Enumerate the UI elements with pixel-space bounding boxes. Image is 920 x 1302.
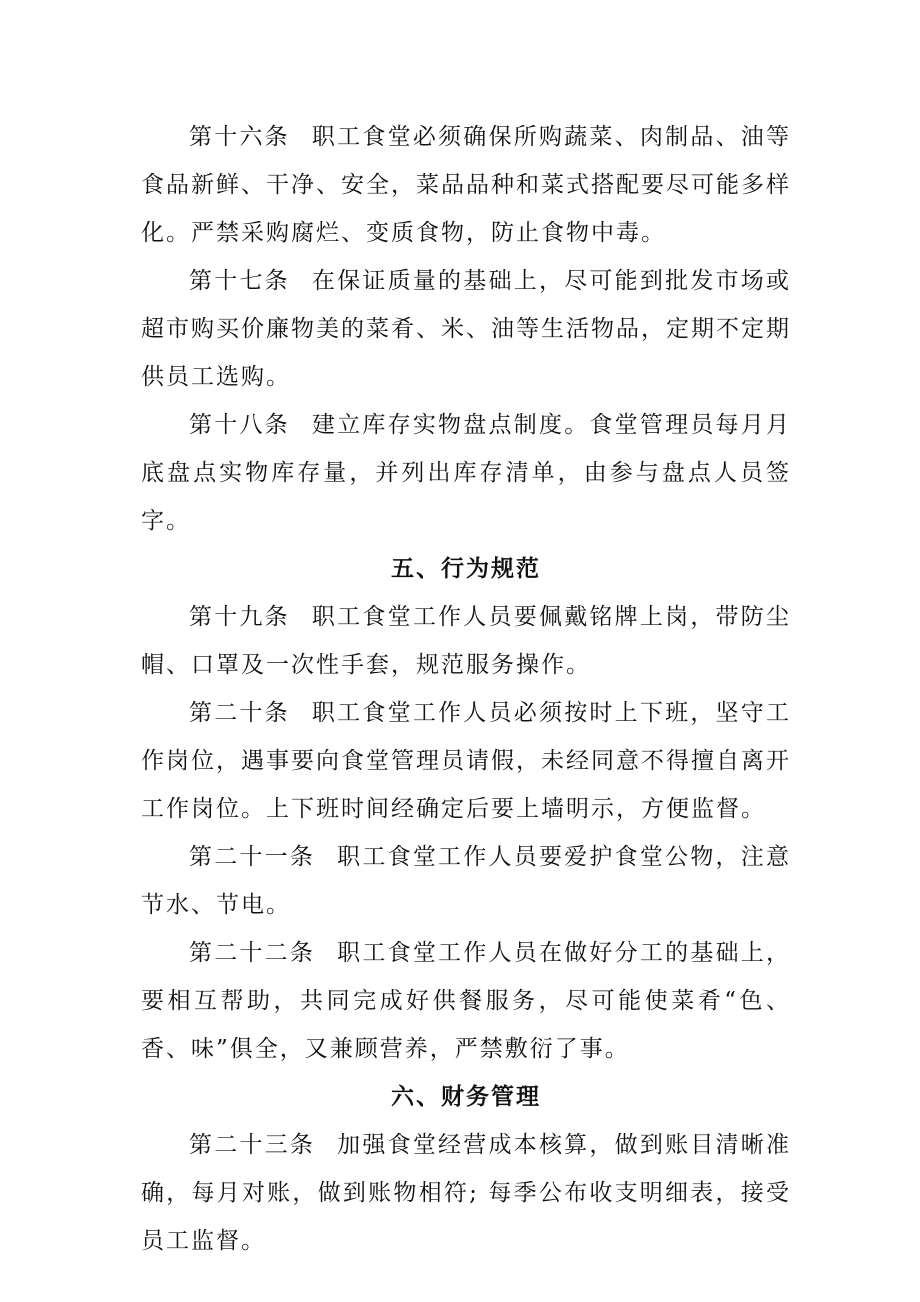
document-body (141, 113, 791, 1265)
section-heading-finance: 六、财务管理 (391, 1084, 541, 1110)
article-text: 建立库存实物盘点制度。食堂管理员每月月底盘点实物库存量，并列出库存清单，由参与盘点人员签字。 (141, 412, 792, 534)
article-23 (141, 1121, 791, 1265)
article-number: 第十八条 (189, 412, 290, 438)
article-16 (141, 113, 791, 257)
article-text: 加强食堂经营成本核算，做到账目清晰准确，每月对账，做到账物相符; 每季公布收支明细表，接受员工监督。 (141, 1132, 792, 1254)
section-heading-conduct: 五、行为规范 (391, 556, 541, 582)
article-number: 第二十一条 (189, 844, 316, 870)
article-20 (141, 689, 791, 833)
article-number: 第二十三条 (189, 1132, 316, 1158)
article-text: 职工食堂工作人员要爱护食堂公物，注意节水、节电。 (141, 844, 792, 918)
article-text: 职工食堂工作人员在做好分工的基础上，要相互帮助，共同完成好供餐服务，尽可能使菜肴“色、香、味”俱全，又兼顾营养，严禁敷衍了事。 (141, 940, 792, 1062)
article-19 (141, 593, 791, 689)
article-17 (141, 257, 791, 401)
article-text: 职工食堂工作人员要佩戴铭牌上岗，带防尘帽、口罩及一次性手套，规范服务操作。 (141, 604, 792, 678)
article-text: 在保证质量的基础上，尽可能到批发市场或超市购买价廉物美的菜肴、米、油等生活物品，定期不定期供员工选购。 (141, 268, 792, 390)
article-number: 第二十二条 (189, 940, 316, 966)
article-number: 第十七条 (189, 268, 290, 294)
article-text: 职工食堂工作人员必须按时上下班，坚守工作岗位，遇事要向食堂管理员请假，未经同意不得擅自离开工作岗位。上下班时间经确定后要上墙明示，方便监督。 (141, 700, 792, 822)
article-21 (141, 833, 791, 929)
article-number: 第十九条 (189, 604, 290, 630)
article-18 (141, 401, 791, 545)
article-22 (141, 929, 791, 1073)
article-number: 第十六条 (189, 124, 290, 150)
article-text: 职工食堂必须确保所购蔬菜、肉制品、油等食品新鲜、干净、安全，菜品品种和菜式搭配要尽可能多样化。严禁采购腐烂、变质食物，防止食物中毒。 (141, 124, 792, 246)
article-number: 第二十条 (189, 700, 290, 726)
